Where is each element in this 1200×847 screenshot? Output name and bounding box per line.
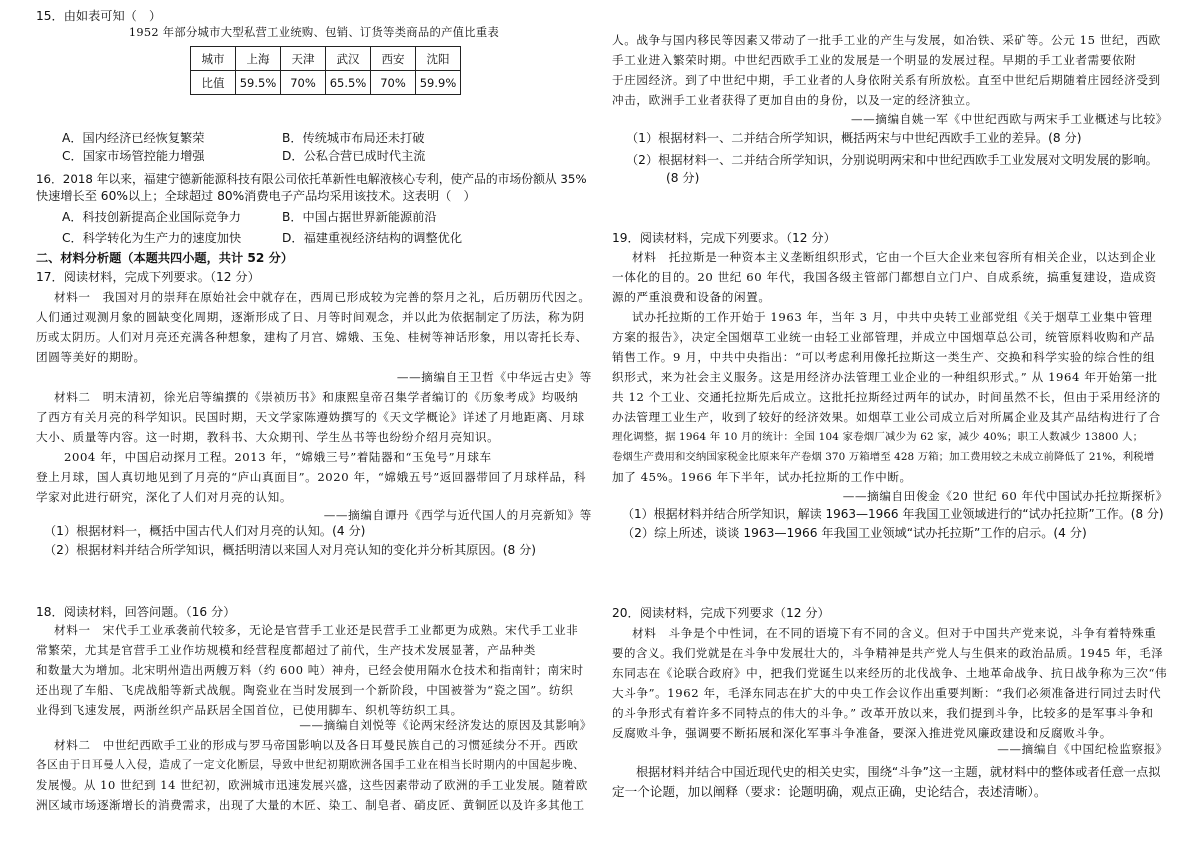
q19-material-line: 销售工作。9 月，中共中央指出：“可以考虑利用像托拉斯这一类生产、交换和科学实验的综合性的组 — [612, 350, 1156, 364]
q19-material-line: 织形式，来为社会主义服务。这是用经济办法管理工业企业的一种组织形式。” 从 1964 年开始第一批 — [612, 370, 1158, 384]
q18-material-line: 业得到飞速发展，两浙丝织产品跃居全国首位，已使用脚车、织机等纺织工具。 — [36, 703, 463, 717]
q17-material-line: 大小、质量等内容。这一时期，教科书、大众期刊、学生丛书等也纷纷介绍月亮知识。 — [36, 430, 500, 444]
q17-requirement-2: （2）根据材料并结合所学知识，概括明清以来国人对月亮认知的变化并分析其原因。(8 分) — [44, 543, 537, 557]
q18-material-line: 材料一 宋代手工业承袭前代较多，无论是官营手工业还是民营手工业都更为成熟。宋代手工业非 — [54, 623, 579, 637]
q19-requirement-2: （2）综上所述，谈谈 1963—1966 年我国工业领域“试办托拉斯”工作的启示。(4 分) — [622, 526, 1087, 540]
q17-source-2: ——摘编自谭丹《西学与近代国人的月亮新知》等 — [323, 508, 592, 522]
q16-option-c: C．科学转化为生产力的速度加快 — [62, 231, 242, 245]
q15-option-c: C．国家市场管控能力增强 — [62, 149, 205, 163]
table-cell: 城市 — [191, 47, 236, 71]
q20-material-line: 材料 斗争是个中性词，在不同的语境下有不同的含义。但对于中国共产党来说，斗争有着特殊重 — [632, 626, 1157, 640]
q17-material-line: 2004 年，中国启动探月工程。2013 年，“嫦娥三号”着陆器和“玉兔号”月球车 — [64, 450, 492, 464]
q18-material-line: 发展慢。从 10 世纪到 14 世纪初，欧洲城市迅速发展兴盛，这些因素带动了欧洲的手工业发展。随着欧 — [36, 778, 588, 792]
table-row — [191, 71, 461, 95]
q15-table-title: 1952 年部分城市大型私营工业统购、包销、订货等类商品的产值比重表 — [128, 26, 500, 39]
q17-requirement-1: （1）根据材料一，概括中国古代人们对月亮的认知。(4 分) — [44, 524, 366, 538]
q17-material-line: 材料一 我国对月的崇拜在原始社会中就存在，西周已形成较为完善的祭月之礼，后历朝历代因之。 — [54, 290, 591, 304]
q19-material-line: 方案的报告》，决定全国烟草工业统一由轻工业部管理，并成立中国烟草总公司，统管原料收购和产品 — [612, 330, 1155, 344]
q18-source-1: ——摘编自刘悦等《论两宋经济发达的原因及其影响》 — [299, 718, 592, 732]
q18-continued-line: 手工业进入繁荣时期。中世纪西欧手工业的发展是一个明显的发展过程。早期的手工业者需要依附 — [612, 53, 1137, 67]
q17-source-1: ——摘编自王卫哲《中华远古史》等 — [396, 370, 592, 384]
q20-source: ——摘编自《中国纪检监察报》 — [997, 742, 1168, 756]
table-cell: 比值 — [191, 71, 236, 95]
q17-material-line: 材料二 明末清初，徐光启等编撰的《崇祯历书》和康熙皇帝召集学者编订的《历象考成》均吸纳 — [54, 390, 579, 404]
q18-source-2: ——摘编自姚一军《中世纪西欧与两宋手工业概述与比较》 — [850, 112, 1168, 126]
q16-option-b: B．中国占据世界新能源前沿 — [282, 210, 437, 224]
q16-line-2: 快速增长至 60%以上；全球超过 80%消费电子产品均采用该技术。这表明（ ） — [36, 189, 476, 203]
table-cell: 天津 — [281, 47, 326, 71]
q15-stem: 15．由如表可知（ ） — [36, 9, 162, 23]
q15-table — [190, 46, 461, 95]
q19-material-line: 试办托拉斯的工作开始于 1963 年，当年 3 月，中共中央转工业部党组《关于烟草工业集中管理 — [632, 310, 1153, 324]
q18-requirement-1: （1）根据材料一、二并结合所学知识，概括两宋与中世纪西欧手工业的差异。(8 分) — [626, 131, 1082, 145]
q19-material-line: 材料 托拉斯是一种资本主义垄断组织形式，它由一个巨大企业来包容所有相关企业，以达到企业 — [632, 250, 1157, 264]
q18-material-line: 材料二 中世纪西欧手工业的形成与罗马帝国影响以及各日耳曼民族自己的习惯延续分不开。西欧 — [54, 738, 579, 752]
table-cell: 沈阳 — [416, 47, 461, 71]
q17-stem: 17．阅读材料，完成下列要求。（12 分） — [36, 270, 260, 284]
table-cell: 65.5% — [326, 71, 371, 95]
q19-material-line: 共 12 个工业、交通托拉斯先后成立。这批托拉斯经过两年的试办，时间虽然不长，但由于采用经济的 — [612, 390, 1161, 404]
q18-material-line: 各区由于日耳曼人入侵，造成了一定文化断层，导致中世纪初期欧洲各国手工业在相当长时期内的中国起步晚、 — [36, 759, 585, 771]
table-cell: 武汉 — [326, 47, 371, 71]
q18-material-line: 洲区域市场逐渐增长的消费需求，出现了大量的木匠、染工、制皂者、硝皮匠、黄铜匠以及许多其他工 — [36, 798, 585, 812]
q18-material-line: 常繁荣，尤其是官营手工业作坊规模和经营程度都超过了前代，生产技术发展显著，产品种类 — [36, 643, 536, 657]
q15-option-a: A．国内经济已经恢复繁荣 — [62, 131, 205, 145]
q17-material-line: 了西方有关月亮的科学知识。民国时期，天文学家陈遵妫撰写的《天文学概论》详述了月地距离、月球 — [36, 410, 585, 424]
q20-stem: 20．阅读材料，完成下列要求（12 分） — [612, 606, 830, 620]
q18-stem: 18．阅读材料，回答问题。（16 分） — [36, 605, 236, 619]
q20-material-line: 的斗争形式有着许多不同特点的伟大的斗争。” 改革开放以来，我们提到斗争，比较多的是军事斗争和 — [612, 706, 1154, 720]
table-cell: 70% — [371, 71, 416, 95]
q17-material-line: 登上月球，国人真切地见到了月亮的“庐山真面目”。2020 年，“嫦娥五号”返回器带回了月球样品，科 — [36, 470, 587, 484]
table-cell: 上海 — [236, 47, 281, 71]
q18-continued-line: 冲击，欧洲手工业者获得了更加自由的身份，以及一定的经济独立。 — [612, 93, 978, 107]
q19-requirement-1: （1）根据材料并结合所学知识，解读 1963—1966 年我国工业领域进行的“试办托拉斯”工作。(8 分) — [622, 507, 1164, 521]
q17-material-line: 人们通过观测月象的圆缺变化周期，逐渐形成了日、月等时间观念，并以此为依据制定了历法，称为阴 — [36, 310, 585, 324]
q18-continued-line: 人。战争与国内移民等因素又带动了一批手工业的产生与发展，如冶铁、采矿等。公元 15 世纪，西欧 — [612, 33, 1161, 47]
q17-material-line: 学家对此进行研究，深化了人们对月亮的认知。 — [36, 490, 293, 504]
q17-material-line: 团圆等美好的期盼。 — [36, 350, 146, 364]
q16-option-d: D．福建重视经济结构的调整优化 — [282, 231, 463, 245]
q18-requirement-2: （2）根据材料一、二并结合所学知识，分别说明两宋和中世纪西欧手工业发展对文明发展的影响。 — [626, 153, 1158, 167]
q18-continued-line: 于庄园经济。到了中世纪中期，手工业者的人身依附关系有所放松。直至中世纪后期随着庄园经济受到 — [612, 73, 1161, 87]
q18-material-line: 和数量大为增加。北宋明州造出两艘万料（约 600 吨）神舟，已经会使用隔水仓技术和指南针；南宋时 — [36, 663, 584, 677]
q19-material-line: 理化调整，据 1964 年 10 月的统计：全国 104 家卷烟厂减少为 62 家，减少 40%；职工人数减少 13800 人； — [612, 431, 1144, 443]
q16-line-1: 16．2018 年以来，福建宁德新能源科技有限公司依托革新性电解液核心专利，使产品的市场份额从 35% — [36, 172, 587, 186]
q19-stem: 19．阅读材料，完成下列要求。（12 分） — [612, 231, 836, 245]
q16-option-a: A．科技创新提高企业国际竞争力 — [62, 210, 241, 224]
q20-material-line: 要的含义。我们党就是在斗争中发展壮大的，斗争精神是共产党人与生俱来的政治品质。1945 年，毛泽 — [612, 646, 1164, 660]
q20-requirement-line: 定一个论题，加以阐释（要求：论题明确，观点正确，史论结合，表述清晰）。 — [612, 784, 1047, 799]
q19-material-line: 源的严重浪费和设备的闲置。 — [612, 290, 771, 304]
table-cell: 西安 — [371, 47, 416, 71]
q19-material-line: 卷烟生产费用和交纳国家税金比原来年产卷烟 370 万箱增至 428 万箱；加工费用较之未成立前降低了 21%，利税增 — [612, 451, 1155, 463]
q18-requirement-2-points: (8 分) — [666, 171, 700, 185]
q20-material-line: 东同志在《论联合政府》中，把我们党诞生以来经历的北伐战争、土地革命战争、抗日战争称为三次“伟 — [612, 666, 1168, 680]
q17-material-line: 历或太阴历。人们对月亮还充满各种想象，建构了月宫、嫦娥、玉兔、桂树等神话形象，用以寄托长寿、 — [36, 330, 588, 344]
q20-material-line: 大斗争”。1962 年，毛泽东同志在扩大的中央工作会议作出重要判断：“我们必须准备进行同过去时代 — [612, 686, 1162, 700]
q19-material-line: 加了 45%。1966 年下半年，试办托拉斯的工作中断。 — [612, 470, 912, 484]
q20-requirement-line: 根据材料并结合中国近现代史的相关史实，围绕“斗争”这一主题，就材料中的整体或者任意一点拟 — [636, 765, 1161, 779]
q19-source: ——摘编自田俊金《20 世纪 60 年代中国试办托拉斯探析》 — [842, 489, 1168, 503]
table-cell: 70% — [281, 71, 326, 95]
section-heading: 二、材料分析题（本题共四小题，共计 52 分） — [36, 251, 294, 265]
table-header-row — [191, 47, 461, 71]
q15-option-d: D．公私合营已成时代主流 — [282, 149, 426, 163]
q18-material-line: 还出现了车船、飞虎战船等新式战舰。陶瓷业在当时发展到一个新阶段，中国被誉为“瓷之国”。纺织 — [36, 683, 574, 697]
q20-material-line: 反腐败斗争，强调要不断拓展和深化军事斗争准备，要深入推进党风廉政建设和反腐败斗争。 — [612, 726, 1112, 740]
q19-material-line: 一体化的目的。20 世纪 60 年代，我国各级主管部门都想自立门户、自成系统，搞重复建设，造成资 — [612, 270, 1157, 284]
q15-option-b: B．传统城市布局还未打破 — [282, 131, 425, 145]
q19-material-line: 办法管理工业生产，收到了较好的经济效果。如烟草工业公司成立后对所属企业及其产品结构进行了合 — [612, 410, 1161, 424]
table-cell: 59.5% — [236, 71, 281, 95]
table-cell: 59.9% — [416, 71, 461, 95]
